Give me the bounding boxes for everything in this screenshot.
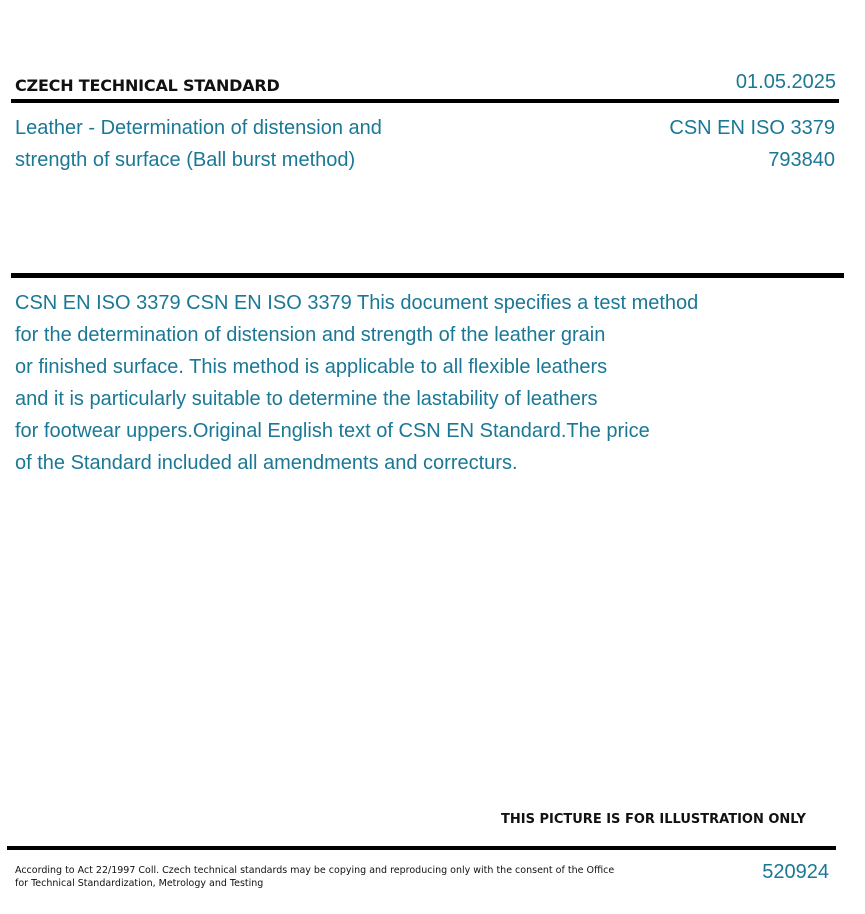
standard-title-line: Leather - Determination of distension and xyxy=(15,117,382,139)
legal-notice-line: According to Act 22/1997 Coll. Czech technical standards may be copying and reproducing only with the consent of the Office xyxy=(15,865,615,876)
standard-title-line: strength of surface (Ball burst method) xyxy=(15,149,356,171)
abstract-line: for footwear uppers.Original English text of CSN EN Standard.The price xyxy=(15,420,650,442)
document-type-heading: CZECH TECHNICAL STANDARD xyxy=(15,76,280,95)
standard-title xyxy=(15,112,485,176)
header-rule xyxy=(11,99,839,103)
legal-notice xyxy=(15,864,614,890)
footer-rule xyxy=(7,846,836,850)
abstract-line: for the determination of distension and strength of the leather grain xyxy=(15,324,606,346)
legal-notice-line: for Technical Standardization, Metrology and Testing xyxy=(15,878,264,889)
abstract-line: of the Standard included all amendments and correcturs. xyxy=(15,452,518,474)
illustration-disclaimer: THIS PICTURE IS FOR ILLUSTRATION ONLY xyxy=(501,812,806,827)
abstract-text xyxy=(15,287,815,479)
section-rule xyxy=(11,273,844,278)
standard-codes xyxy=(669,112,835,176)
footer-code: 520924 xyxy=(762,861,829,883)
standard-designation: CSN EN ISO 3379 xyxy=(669,117,835,139)
abstract-line: or finished surface. This method is applicable to all flexible leathers xyxy=(15,356,608,378)
publication-date: 01.05.2025 xyxy=(735,71,836,93)
abstract-line: CSN EN ISO 3379 CSN EN ISO 3379 This document specifies a test method xyxy=(15,292,699,314)
abstract-line: and it is particularly suitable to determine the lastability of leathers xyxy=(15,388,598,410)
catalog-number: 793840 xyxy=(768,149,835,171)
